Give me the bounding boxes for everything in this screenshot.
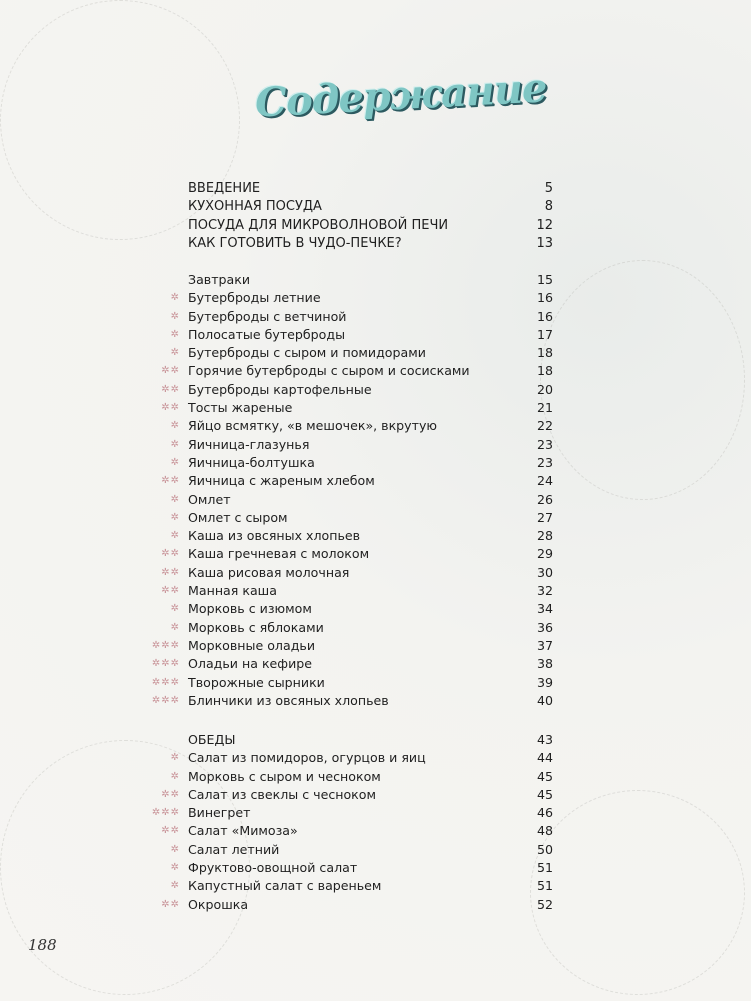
entry-page: 40 bbox=[536, 692, 553, 708]
entry-title: Каша рисовая молочная bbox=[188, 564, 350, 580]
toc-entry[interactable] bbox=[0, 454, 751, 472]
entry-page: 16 bbox=[536, 290, 553, 306]
entry-title: Морковь с яблоками bbox=[188, 619, 324, 635]
entry-title: Яичница с жареным хлебом bbox=[188, 473, 375, 489]
entry-title: Творожные сырники bbox=[188, 674, 325, 690]
entry-page: 8 bbox=[544, 199, 553, 215]
toc-entry[interactable] bbox=[0, 822, 751, 840]
entry-title: Манная каша bbox=[188, 583, 277, 599]
entry-page: 17 bbox=[536, 326, 553, 342]
entry-page: 44 bbox=[536, 750, 553, 766]
toc-entry[interactable] bbox=[0, 692, 751, 710]
entry-page: 46 bbox=[536, 805, 553, 821]
entry-title: Капустный салат с вареньем bbox=[188, 878, 382, 894]
page-number: 188 bbox=[28, 936, 57, 954]
entry-title: Морковные оладьи bbox=[188, 637, 316, 653]
difficulty-stars-icon: ✲ bbox=[170, 420, 180, 432]
entry-title: Морковь с сыром и чесноком bbox=[188, 768, 381, 784]
difficulty-stars-icon: ✲ bbox=[170, 770, 180, 782]
entry-page: 13 bbox=[536, 235, 553, 251]
difficulty-stars-icon: ✲ bbox=[170, 310, 180, 322]
entry-title: ВВЕДЕНИЕ bbox=[188, 181, 261, 196]
difficulty-stars-icon: ✲ bbox=[170, 843, 180, 855]
toc-entry[interactable] bbox=[0, 217, 751, 235]
difficulty-stars-icon: ✲ bbox=[170, 621, 180, 633]
entry-title: КАК ГОТОВИТЬ В ЧУДО-ПЕЧКЕ? bbox=[188, 235, 402, 251]
entry-title: Яичница-глазунья bbox=[188, 436, 310, 452]
difficulty-stars-icon: ✲ bbox=[170, 456, 180, 468]
entry-page: 36 bbox=[536, 619, 553, 635]
entry-title: Окрошка bbox=[188, 896, 249, 912]
entry-page: 23 bbox=[536, 436, 553, 452]
difficulty-stars-icon: ✲ bbox=[170, 862, 180, 874]
entry-page: 34 bbox=[536, 601, 553, 617]
entry-title: Оладьи на кефире bbox=[188, 656, 313, 672]
difficulty-stars-icon: ✲✲ bbox=[161, 383, 180, 395]
entry-title: Каша из овсяных хлопьев bbox=[188, 528, 361, 544]
toc-section-breakfast bbox=[0, 271, 751, 710]
difficulty-stars-icon: ✲✲ bbox=[161, 365, 180, 377]
difficulty-stars-icon: ✲ bbox=[170, 347, 180, 359]
entry-title: Яйцо всмятку, «в мешочек», вкрутую bbox=[188, 418, 438, 434]
toc-entry[interactable] bbox=[0, 768, 751, 786]
entry-title: Винегрет bbox=[188, 805, 251, 821]
toc-section-lunch bbox=[0, 731, 751, 914]
difficulty-stars-icon: ✲✲✲ bbox=[151, 658, 180, 670]
toc-entry[interactable] bbox=[0, 619, 751, 637]
difficulty-stars-icon: ✲ bbox=[170, 880, 180, 892]
toc-entry[interactable] bbox=[0, 180, 751, 198]
entry-page: 15 bbox=[536, 272, 553, 287]
toc-entry[interactable] bbox=[0, 436, 751, 454]
toc-entry[interactable] bbox=[0, 198, 751, 216]
toc-section-intro bbox=[0, 180, 751, 253]
toc-entry[interactable] bbox=[0, 344, 751, 362]
toc-entry[interactable] bbox=[0, 582, 751, 600]
entry-page: 45 bbox=[536, 786, 553, 802]
difficulty-stars-icon: ✲✲ bbox=[161, 825, 180, 837]
entry-page: 50 bbox=[536, 841, 553, 857]
entry-page: 18 bbox=[536, 363, 553, 379]
entry-title: КУХОННАЯ ПОСУДА bbox=[188, 199, 322, 215]
entry-title: ПОСУДА ДЛЯ МИКРОВОЛНОВОЙ ПЕЧИ bbox=[188, 217, 449, 233]
difficulty-stars-icon: ✲✲✲ bbox=[151, 639, 180, 651]
entry-title: Тосты жареные bbox=[188, 400, 293, 416]
entry-title: Бутерброды с сыром и помидорами bbox=[188, 345, 426, 361]
toc-entry[interactable] bbox=[0, 600, 751, 618]
entry-page: 32 bbox=[536, 583, 553, 599]
entry-title: Салат летний bbox=[188, 841, 280, 857]
difficulty-stars-icon: ✲ bbox=[170, 511, 180, 523]
toc-entry[interactable] bbox=[0, 749, 751, 767]
entry-title: ОБЕДЫ bbox=[188, 732, 236, 747]
entry-page: 12 bbox=[536, 217, 553, 233]
entry-page: 51 bbox=[536, 878, 553, 894]
entry-page: 48 bbox=[536, 823, 553, 839]
entry-title: Бутерброды с ветчиной bbox=[188, 308, 347, 324]
entry-title: Полосатые бутерброды bbox=[188, 326, 346, 342]
entry-page: 37 bbox=[536, 637, 553, 653]
entry-page: 18 bbox=[536, 345, 553, 361]
toc-entry[interactable] bbox=[0, 362, 751, 380]
toc-entry[interactable] bbox=[0, 804, 751, 822]
difficulty-stars-icon: ✲ bbox=[170, 493, 180, 505]
toc-entry[interactable] bbox=[0, 381, 751, 399]
difficulty-stars-icon: ✲✲ bbox=[161, 585, 180, 597]
entry-title: Салат из помидоров, огурцов и яиц bbox=[188, 750, 426, 766]
entry-page: 43 bbox=[536, 732, 553, 747]
difficulty-stars-icon: ✲✲ bbox=[161, 402, 180, 414]
entry-page: 51 bbox=[536, 860, 553, 876]
toc-entry[interactable] bbox=[0, 271, 751, 289]
toc-entry[interactable] bbox=[0, 527, 751, 545]
toc-entry[interactable] bbox=[0, 655, 751, 673]
difficulty-stars-icon: ✲✲ bbox=[161, 898, 180, 910]
difficulty-stars-icon: ✲ bbox=[170, 438, 180, 450]
entry-title: Омлет с сыром bbox=[188, 509, 288, 525]
entry-page: 39 bbox=[536, 674, 553, 690]
entry-page: 24 bbox=[536, 473, 553, 489]
entry-title: Омлет bbox=[188, 491, 231, 507]
toc-entry[interactable] bbox=[0, 877, 751, 895]
difficulty-stars-icon: ✲ bbox=[170, 752, 180, 764]
entry-title: Каша гречневая с молоком bbox=[188, 546, 370, 562]
toc-entry[interactable] bbox=[0, 417, 751, 435]
entry-page: 21 bbox=[536, 400, 553, 416]
difficulty-stars-icon: ✲✲ bbox=[161, 548, 180, 560]
toc-entry[interactable] bbox=[0, 509, 751, 527]
difficulty-stars-icon: ✲ bbox=[170, 603, 180, 615]
difficulty-stars-icon: ✲✲✲ bbox=[151, 807, 180, 819]
entry-title: Бутерброды картофельные bbox=[188, 381, 372, 397]
entry-title: Бутерброды летние bbox=[188, 290, 321, 306]
entry-page: 52 bbox=[536, 896, 553, 912]
entry-page: 27 bbox=[536, 509, 553, 525]
toc-entry[interactable] bbox=[0, 731, 751, 749]
toc-entry[interactable] bbox=[0, 564, 751, 582]
entry-title: Яичница-болтушка bbox=[188, 454, 315, 470]
toc-entry[interactable] bbox=[0, 491, 751, 509]
entry-page: 28 bbox=[536, 528, 553, 544]
toc-entry[interactable] bbox=[0, 786, 751, 804]
toc-entry[interactable] bbox=[0, 859, 751, 877]
toc-entry[interactable] bbox=[0, 674, 751, 692]
toc-entry[interactable] bbox=[0, 896, 751, 914]
entry-page: 45 bbox=[536, 768, 553, 784]
entry-title: Морковь с изюмом bbox=[188, 601, 312, 617]
toc-entry[interactable] bbox=[0, 289, 751, 307]
entry-title: Завтраки bbox=[188, 272, 251, 287]
toc-entry[interactable] bbox=[0, 308, 751, 326]
entry-title: Салат «Мимоза» bbox=[188, 823, 298, 839]
difficulty-stars-icon: ✲✲ bbox=[161, 475, 180, 487]
entry-page: 5 bbox=[544, 181, 553, 196]
toc-entry[interactable] bbox=[0, 841, 751, 859]
entry-title: Фруктово-овощной салат bbox=[188, 860, 358, 876]
entry-page: 23 bbox=[536, 454, 553, 470]
entry-page: 38 bbox=[536, 656, 553, 672]
entry-page: 22 bbox=[536, 418, 553, 434]
toc-entry[interactable] bbox=[0, 637, 751, 655]
entry-title: Салат из свеклы с чесноком bbox=[188, 786, 376, 802]
page-title: Содержание bbox=[253, 64, 548, 127]
difficulty-stars-icon: ✲ bbox=[170, 328, 180, 340]
toc-entry[interactable] bbox=[0, 545, 751, 563]
difficulty-stars-icon: ✲✲ bbox=[161, 566, 180, 578]
entry-page: 26 bbox=[536, 491, 553, 507]
difficulty-stars-icon: ✲ bbox=[170, 292, 180, 304]
difficulty-stars-icon: ✲✲✲ bbox=[151, 676, 180, 688]
toc-entry[interactable] bbox=[0, 472, 751, 490]
difficulty-stars-icon: ✲✲✲ bbox=[151, 694, 180, 706]
difficulty-stars-icon: ✲ bbox=[170, 530, 180, 542]
entry-title: Блинчики из овсяных хлопьев bbox=[188, 692, 389, 708]
toc-entry[interactable] bbox=[0, 326, 751, 344]
entry-page: 30 bbox=[536, 564, 553, 580]
entry-page: 20 bbox=[536, 381, 553, 397]
difficulty-stars-icon: ✲✲ bbox=[161, 788, 180, 800]
entry-page: 16 bbox=[536, 308, 553, 324]
toc-entry[interactable] bbox=[0, 235, 751, 253]
toc-entry[interactable] bbox=[0, 399, 751, 417]
entry-title: Горячие бутерброды с сыром и сосисками bbox=[188, 363, 470, 379]
entry-page: 29 bbox=[536, 546, 553, 562]
